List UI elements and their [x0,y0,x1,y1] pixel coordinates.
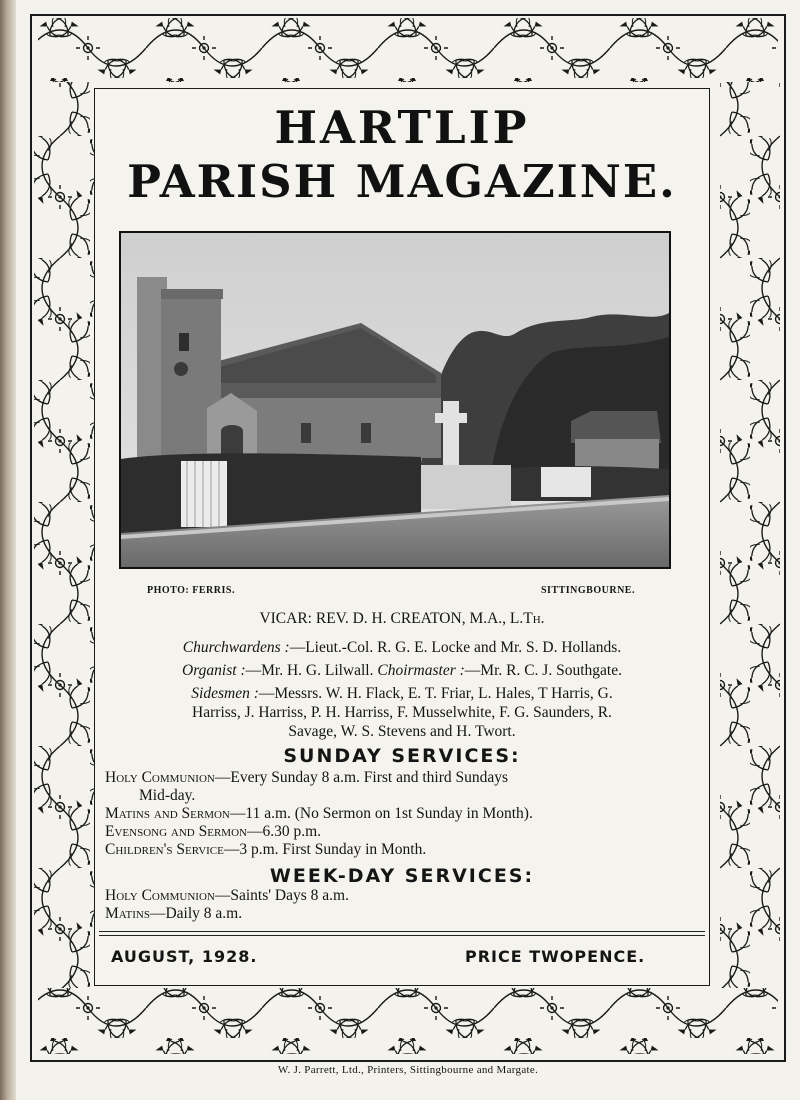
sunday-services-heading: SUNDAY SERVICES: [283,745,521,767]
sunday-service-item [105,769,697,787]
footer-rule-bottom [99,935,705,936]
service-time: —11 a.m. (No Sermon on 1st Sunday in Month). [229,805,533,822]
sunday-service-item [105,805,697,823]
sunday-service-item [105,787,697,805]
sidesmen-text-1: —Messrs. W. H. Flack, E. T. Friar, L. Hales, T Harris, G. [258,685,613,702]
footer-rule-top [99,931,705,932]
choirmaster-text: —Mr. R. C. J. Southgate. [464,662,622,679]
magazine-title-line2: PARISH MAGAZINE. [127,155,677,208]
weekday-service-item [105,887,697,905]
service-time: —Every Sunday 8 a.m. First and third Sundays [214,769,509,786]
service-time: Mid-day. [139,787,196,804]
service-time: —3 p.m. First Sunday in Month. [223,841,427,858]
cover-content-panel [94,88,710,986]
service-name: Holy Communion [105,887,215,904]
service-time: —Saints' Days 8 a.m. [214,887,349,904]
organist-label: Organist : [182,662,246,679]
photo-credit: PHOTO: FERRIS. [147,585,235,596]
issue-date: AUGUST, 1928. [111,947,258,966]
service-name: Evensong and Sermon [105,823,247,840]
weekday-services-heading: WEEK-DAY SERVICES: [269,865,535,887]
organist-text: —Mr. H. G. Lilwall. [245,662,374,679]
photo-location: SITTINGBOURNE. [541,585,635,596]
service-name: Holy Communion [105,769,215,786]
printer-imprint: W. J. Parrett, Ltd., Printers, Sittingbourne and Margate. [277,1064,539,1076]
weekday-service-item [105,905,697,923]
issue-price: PRICE TWOPENCE. [465,947,646,966]
vicar-name: REV. D. H. CREATON, M.A., L.Th. [315,610,545,627]
magazine-cover [16,0,800,1100]
sidesmen-label: Sidesmen : [191,685,259,702]
sidesmen-text-3: Savage, W. S. Stevens and H. Twort. [288,723,516,740]
organist-line [95,661,709,680]
church-photograph [119,231,671,569]
sunday-service-item [105,823,697,841]
sidesmen-text-2: Harriss, J. Harriss, P. H. Harriss, F. Musselwhite, F. G. Saunders, R. [192,704,612,721]
sidesmen-line1 [95,684,709,703]
binding-edge [0,0,16,1100]
vicar-line [95,609,709,628]
service-name: Matins [105,905,150,922]
churchwardens-line [95,638,709,657]
sunday-service-item [105,841,697,859]
service-time: —6.30 p.m. [246,823,322,840]
magazine-title-line1: HARTLIP [274,101,530,154]
churchwardens-label: Churchwardens : [182,639,290,656]
choirmaster-label: Choirmaster : [377,662,465,679]
service-name: Children's Service [105,841,224,858]
vicar-label: VICAR: [259,610,312,627]
service-time: —Daily 8 a.m. [149,905,243,922]
churchwardens-text: —Lieut.-Col. R. G. E. Locke and Mr. S. D. Hollands. [289,639,622,656]
service-name: Matins and Sermon [105,805,230,822]
